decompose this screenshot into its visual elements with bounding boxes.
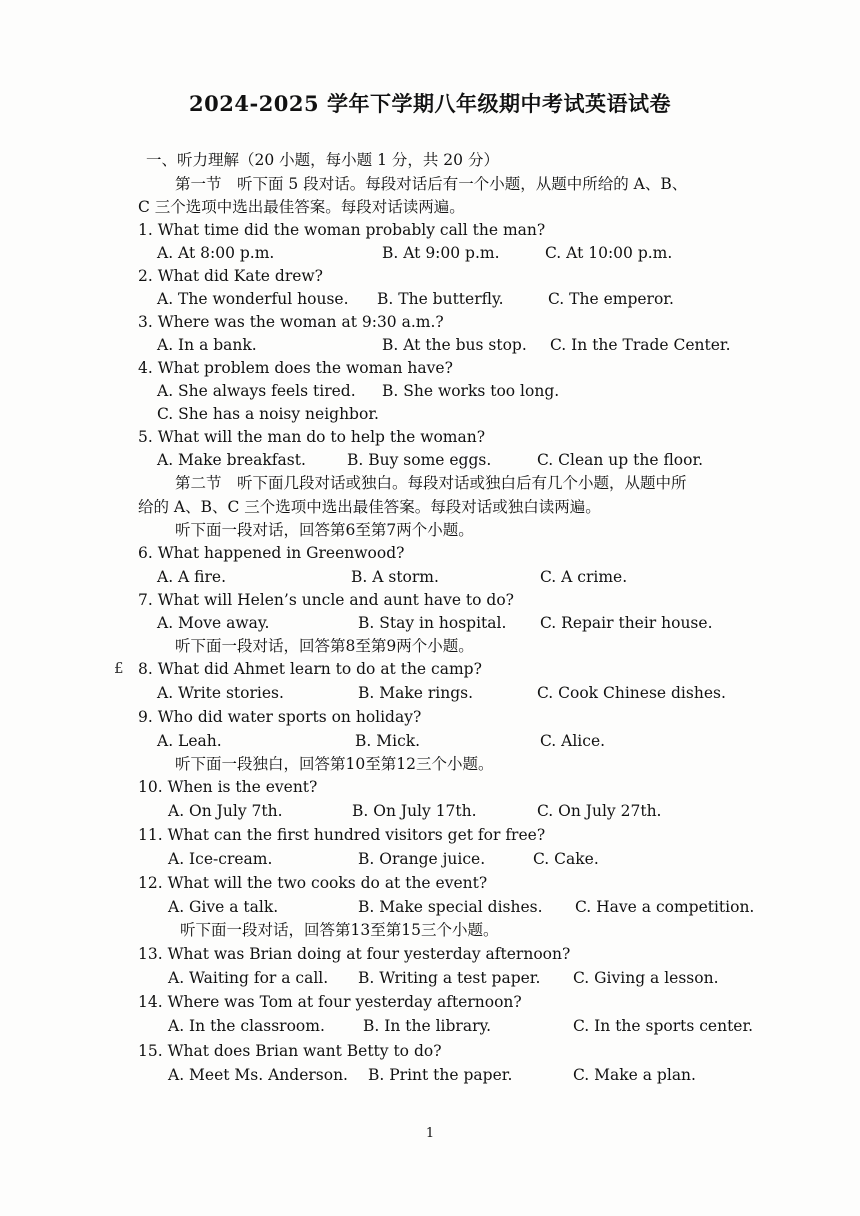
section-heading: 一、听力理解（20 小题，每小题 1 分，共 20 分） [146,151,499,169]
option-a: A. A fire. [157,568,227,586]
option-b: B. Print the paper. [368,1066,513,1084]
option-b: B. At 9:00 p.m. [382,244,500,262]
margin-mark: £ [114,659,124,677]
option-a: A. Move away. [157,614,270,632]
exam-title: 2024-2025 学年下学期八年级期中考试英语试卷 [189,91,671,116]
option-a: A. Leah. [157,732,222,750]
option-c: C. Have a competition. [575,898,755,916]
option-a: A. On July 7th. [168,802,283,820]
option-a: A. Ice-cream. [168,850,273,868]
option-c: C. The emperor. [548,290,674,308]
option-b: B. Writing a test paper. [358,969,541,987]
question-12: 12. What will the two cooks do at the event? [138,874,488,892]
option-c: C. Repair their house. [540,614,713,632]
option-b: B. A storm. [351,568,439,586]
part1-instructions-line2: C 三个选项中选出最佳答案。每段对话读两遍。 [138,198,465,216]
option-b: B. She works too long. [382,382,560,400]
option-a: A. At 8:00 p.m. [157,244,275,262]
part1-instructions-line1: 第一节 听下面 5 段对话。每段对话后有一个小题，从题中所给的 A、B、 [175,175,688,193]
option-b: B. Make special dishes. [358,898,543,916]
option-b: B. In the library. [363,1017,492,1035]
option-a: A. Write stories. [157,684,284,702]
option-c: C. Cook Chinese dishes. [537,684,726,702]
option-a: A. Give a talk. [168,898,279,916]
option-c: C. Make a plan. [573,1066,696,1084]
option-b: B. The butterfly. [377,290,504,308]
question-14: 14. Where was Tom at four yesterday afternoon? [138,993,522,1011]
option-a: A. Meet Ms. Anderson. [168,1066,348,1084]
intro-8-9: 听下面一段对话，回答第8至第9两个小题。 [175,637,474,655]
part2-instructions-line1: 第二节 听下面几段对话或独白。每段对话或独白后有几个小题，从题中所 [175,474,687,492]
option-c: C. Giving a lesson. [573,969,719,987]
question-13: 13. What was Brian doing at four yesterday afternoon? [138,945,571,963]
option-b: B. Make rings. [358,684,474,702]
option-a: A. She always feels tired. [157,382,356,400]
option-b: B. Buy some eggs. [347,451,492,469]
option-c: C. On July 27th. [537,802,662,820]
option-a: A. In a bank. [157,336,257,354]
option-c: C. At 10:00 p.m. [545,244,673,262]
option-b: B. Orange juice. [358,850,486,868]
question-15: 15. What does Brian want Betty to do? [138,1042,442,1060]
option-c: C. Alice. [540,732,606,750]
question-7: 7. What will Helen’s uncle and aunt have to do? [138,591,514,609]
question-11: 11. What can the first hundred visitors get for free? [138,826,546,844]
option-a: A. Waiting for a call. [168,969,329,987]
option-c: C. In the Trade Center. [550,336,731,354]
option-c: C. A crime. [540,568,628,586]
option-a: A. Make breakfast. [157,451,306,469]
question-8: 8. What did Ahmet learn to do at the camp? [138,660,482,678]
intro-13-15: 听下面一段对话，回答第13至第15三个小题。 [180,921,499,939]
question-9: 9. Who did water sports on holiday? [138,708,422,726]
question-6: 6. What happened in Greenwood? [138,544,405,562]
option-b: B. At the bus stop. [382,336,527,354]
option-c: C. In the sports center. [573,1017,754,1035]
part2-instructions-line2: 给的 A、B、C 三个选项中选出最佳答案。每段对话或独白读两遍。 [138,498,601,516]
option-c-4: C. She has a noisy neighbor. [157,405,379,423]
question-10: 10. When is the event? [138,778,318,796]
option-b: B. Stay in hospital. [358,614,507,632]
intro-10-12: 听下面一段独白，回答第10至第12三个小题。 [175,755,494,773]
question-2: 2. What did Kate drew? [138,267,323,285]
option-c: C. Clean up the floor. [537,451,704,469]
option-b: B. Mick. [355,732,421,750]
option-a: A. The wonderful house. [157,290,349,308]
intro-6-7: 听下面一段对话，回答第6至第7两个小题。 [175,521,474,539]
option-a: A. In the classroom. [168,1017,325,1035]
option-b: B. On July 17th. [352,802,477,820]
option-c: C. Cake. [533,850,599,868]
question-1: 1. What time did the woman probably call the man? [138,221,546,239]
page-number: 1 [425,1126,435,1141]
question-4: 4. What problem does the woman have? [138,359,453,377]
question-5: 5. What will the man do to help the woman? [138,428,486,446]
question-3: 3. Where was the woman at 9:30 a.m.? [138,313,444,331]
